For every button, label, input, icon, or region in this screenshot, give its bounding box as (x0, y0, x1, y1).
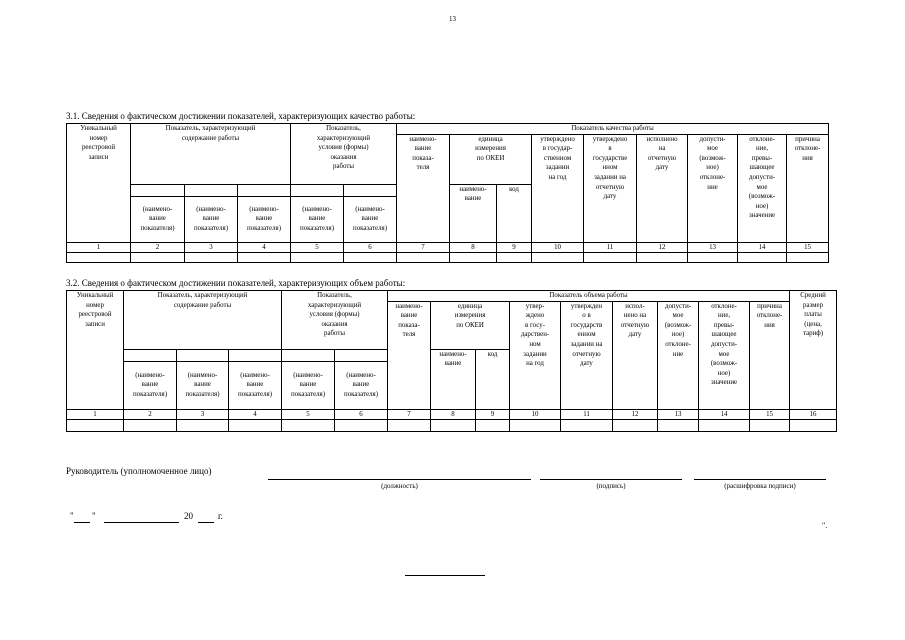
header-unique-number: Уникальный номер реестровой записи (67, 124, 131, 243)
table-row (67, 419, 837, 431)
column-number: 11 (561, 409, 613, 419)
sub-indicator-name: (наимено- вание показателя) (177, 361, 229, 409)
header-fulfilled: испол- нено на отчетную дату (613, 301, 658, 409)
header-fulfilled: исполнено на отчетную дату (637, 134, 688, 242)
sub-indicator-name: (наимено- вание показателя) (291, 196, 344, 242)
header-unit-name: наимено- вание (450, 184, 497, 242)
data-cell (67, 252, 131, 262)
column-number: 14 (738, 242, 787, 252)
header-conditions-indicator: Показатель, характеризующий условия (формы) оказания работы (282, 291, 388, 350)
data-cell (613, 419, 658, 431)
data-cell (450, 252, 497, 262)
sub-indicator-name: (наимено- вание показателя) (344, 196, 397, 242)
month-line (104, 522, 179, 523)
column-number: 10 (510, 409, 561, 419)
date-quote-close: " (92, 511, 96, 521)
sub-empty (291, 184, 344, 196)
year-prefix: 20 (184, 511, 193, 521)
position-line (268, 479, 531, 480)
sub-indicator-name: (наимено- вание показателя) (124, 361, 177, 409)
header-exceeding-deviation: отклоне- ние, превы- шающее допусти- мое (возмож- ное) значение (738, 134, 787, 242)
closing-quote: ". (822, 521, 828, 530)
column-number: 8 (450, 242, 497, 252)
column-number: 14 (699, 409, 750, 419)
column-number: 3 (185, 242, 238, 252)
header-volume-indicator: Показатель объема работы (388, 291, 790, 302)
column-number: 15 (750, 409, 790, 419)
header-exceeding-deviation: отклоне- ние, превы- шающее допусти- мое (возмож- ное) значение (699, 301, 750, 409)
data-cell (790, 419, 837, 431)
position-caption: (должность) (381, 482, 418, 490)
column-number: 5 (282, 409, 335, 419)
column-number: 13 (688, 242, 738, 252)
data-cell (397, 252, 450, 262)
sub-empty (229, 349, 282, 361)
sub-empty (335, 349, 388, 361)
data-cell (344, 252, 397, 262)
sub-empty (131, 184, 185, 196)
header-indicator-name: наимено- вание показа- теля (397, 134, 450, 242)
decryption-caption: (расшифровка подписи) (724, 482, 796, 490)
header-content-indicator: Показатель, характеризующий содержание работы (124, 291, 282, 350)
column-number: 10 (532, 242, 584, 252)
column-number: 11 (584, 242, 637, 252)
data-cell (510, 419, 561, 431)
quality-indicators-table (66, 123, 829, 263)
data-cell (699, 419, 750, 431)
data-cell (688, 252, 738, 262)
signature-label: Руководитель (уполномоченное лицо) (66, 466, 212, 476)
data-cell (229, 419, 282, 431)
data-cell (637, 252, 688, 262)
header-conditions-indicator: Показатель, характеризующий условия (формы) оказания работы (291, 124, 397, 185)
data-cell (561, 419, 613, 431)
data-cell (532, 252, 584, 262)
header-unit: единица измерения по ОКЕИ (431, 301, 510, 349)
sub-empty (344, 184, 397, 196)
data-cell (185, 252, 238, 262)
sub-empty (282, 349, 335, 361)
header-allowed-deviation: допусти- мое (возмож- ное) отклоне- ние (658, 301, 699, 409)
sub-indicator-name: (наимено- вание показателя) (238, 196, 291, 242)
header-deviation-reason: причина отклоне- ния (750, 301, 790, 409)
header-indicator-name: наимено- вание показа- теля (388, 301, 431, 409)
sub-empty (177, 349, 229, 361)
column-number: 3 (177, 409, 229, 419)
decryption-line (694, 479, 826, 480)
column-number: 7 (397, 242, 450, 252)
data-cell (476, 419, 510, 431)
column-number: 9 (476, 409, 510, 419)
data-cell (431, 419, 476, 431)
header-approved-year: утвер- ждено в госу- дарствен- ном задании на год (510, 301, 561, 409)
header-unit-code: код (476, 349, 510, 409)
header-approved-date: утверждено в государстве нном задании на отчетную дату (584, 134, 637, 242)
data-cell (750, 419, 790, 431)
data-cell (388, 419, 431, 431)
data-cell (177, 419, 229, 431)
column-number: 4 (229, 409, 282, 419)
data-cell (497, 252, 532, 262)
column-number: 1 (67, 409, 124, 419)
data-cell (584, 252, 637, 262)
data-cell (738, 252, 787, 262)
header-content-indicator: Показатель, характеризующий содержание работы (131, 124, 291, 185)
sub-indicator-name: (наимено- вание показателя) (335, 361, 388, 409)
signature-line (540, 479, 682, 480)
table-row (67, 252, 829, 262)
column-number: 9 (497, 242, 532, 252)
sub-indicator-name: (наимено- вание показателя) (282, 361, 335, 409)
sub-indicator-name: (наимено- вание показателя) (229, 361, 282, 409)
sub-indicator-name: (наимено- вание показателя) (131, 196, 185, 242)
column-number: 12 (613, 409, 658, 419)
sub-indicator-name: (наимено- вание показателя) (185, 196, 238, 242)
data-cell (658, 419, 699, 431)
data-cell (787, 252, 829, 262)
footnote-separator (405, 575, 485, 576)
data-cell (282, 419, 335, 431)
section-1-title: 3.1. Сведения о фактическом достижении показателей, характеризующих качество работы: (66, 111, 416, 121)
sub-empty (185, 184, 238, 196)
data-cell (67, 419, 124, 431)
header-allowed-deviation: допусти- мое (возмож- ное) отклоне- ние (688, 134, 738, 242)
data-cell (335, 419, 388, 431)
column-number: 6 (344, 242, 397, 252)
date-quote-open: " (70, 511, 74, 521)
column-number: 13 (658, 409, 699, 419)
column-number: 4 (238, 242, 291, 252)
header-approved-date: утвержден о в государств енном задании на отчетную дату (561, 301, 613, 409)
year-suffix: г. (218, 511, 223, 521)
section-2-title: 3.2. Сведения о фактическом достижении показателей, характеризующих объем работы: (66, 278, 406, 288)
header-deviation-reason: причина отклоне- ния (787, 134, 829, 242)
year-line (198, 522, 214, 523)
column-number: 6 (335, 409, 388, 419)
header-unit: единица измерения по ОКЕИ (450, 134, 532, 184)
header-quality-indicator: Показатель качества работы (397, 124, 829, 135)
header-unique-number: Уникальный номер реестровой записи (67, 291, 124, 410)
column-number: 2 (124, 409, 177, 419)
data-cell (131, 252, 185, 262)
volume-indicators-table (66, 290, 837, 432)
signature-caption: (подпись) (596, 482, 626, 490)
data-cell (124, 419, 177, 431)
sub-empty (124, 349, 177, 361)
column-number: 16 (790, 409, 837, 419)
column-number: 1 (67, 242, 131, 252)
column-number: 12 (637, 242, 688, 252)
header-unit-code: код (497, 184, 532, 242)
header-unit-name: наимено- вание (431, 349, 476, 409)
column-number: 15 (787, 242, 829, 252)
header-average-fee: Средний размер платы (цена, тариф) (790, 291, 837, 410)
column-number: 8 (431, 409, 476, 419)
data-cell (291, 252, 344, 262)
column-number: 7 (388, 409, 431, 419)
page-number: 13 (449, 15, 456, 23)
data-cell (238, 252, 291, 262)
column-number: 5 (291, 242, 344, 252)
header-approved-year: утверждено в государ- ственном задании на год (532, 134, 584, 242)
day-line (74, 522, 90, 523)
column-number: 2 (131, 242, 185, 252)
sub-empty (238, 184, 291, 196)
